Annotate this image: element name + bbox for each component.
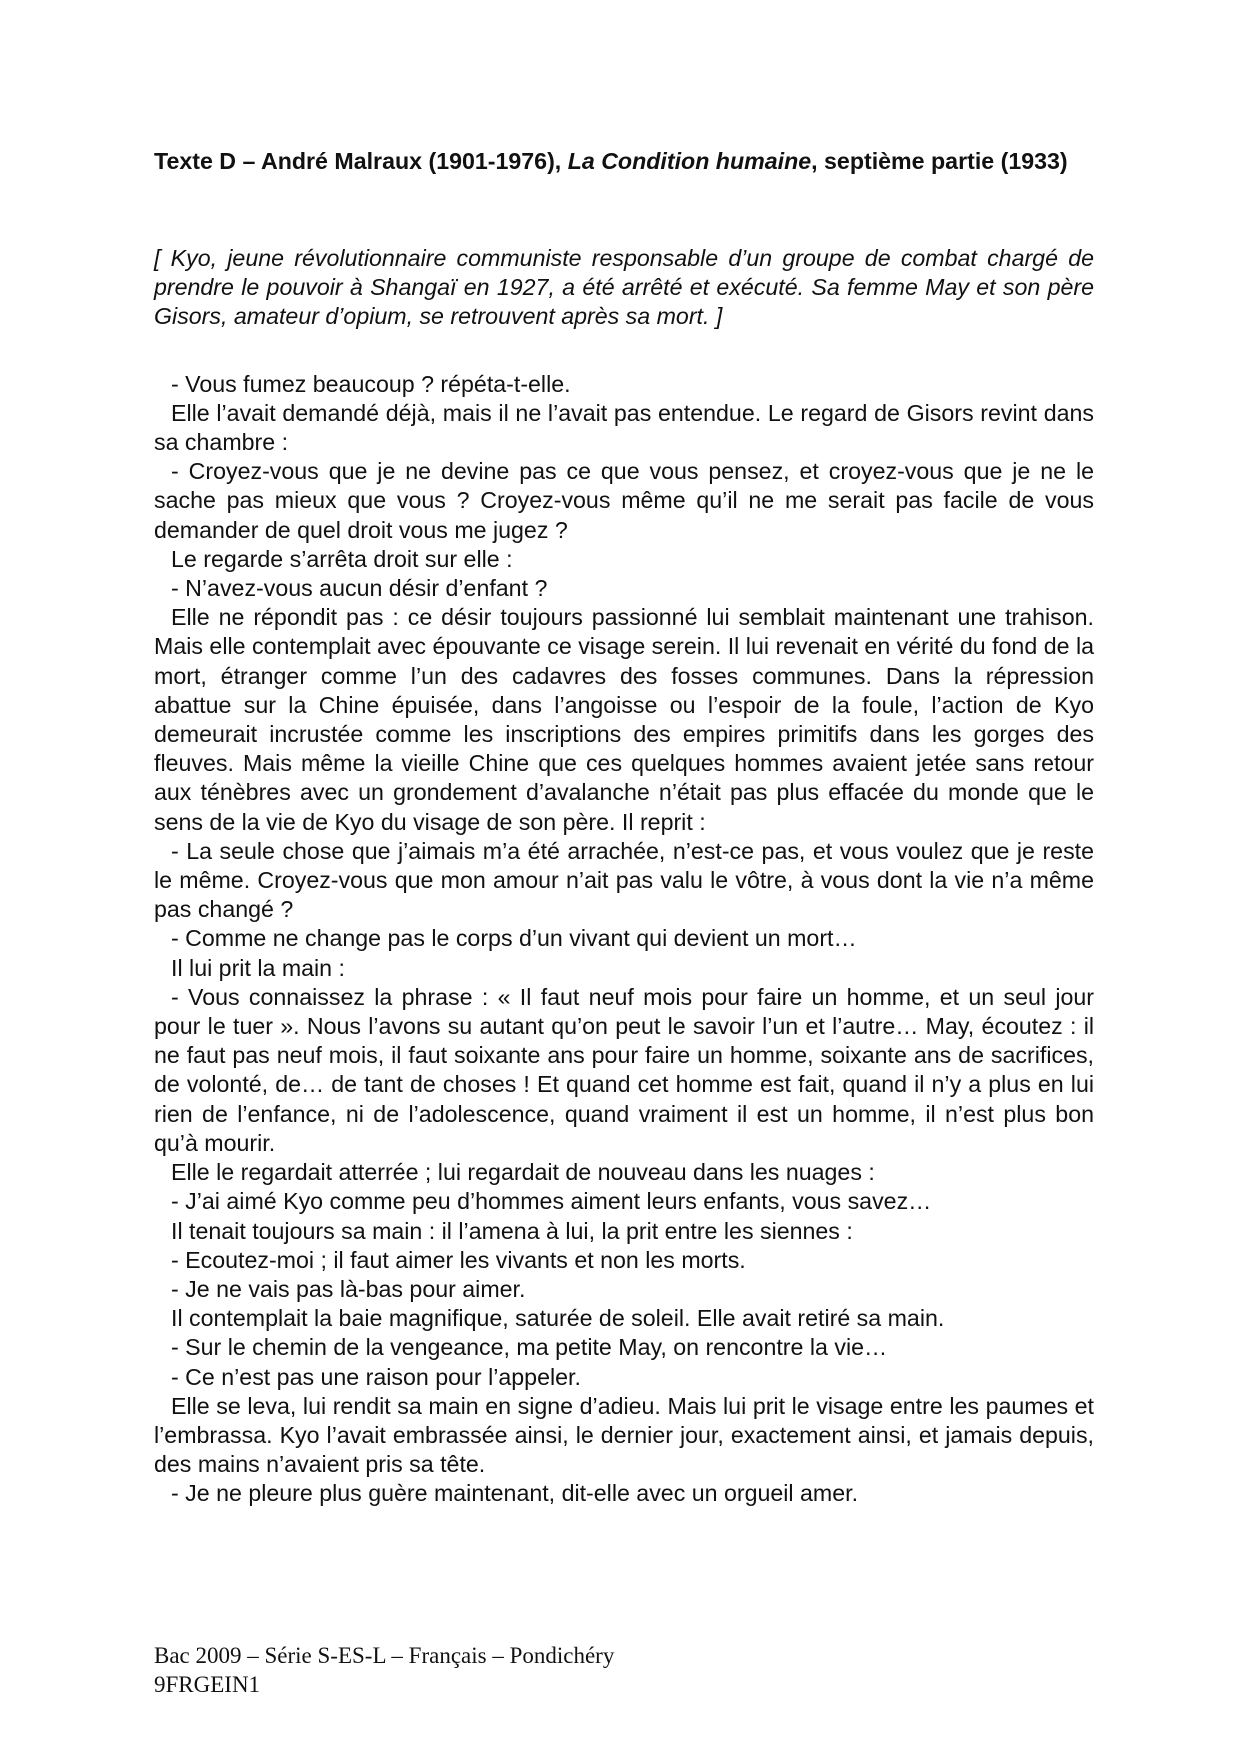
paragraph: - Vous fumez beaucoup ? répéta-t-elle. bbox=[171, 370, 571, 397]
paragraph: - Comme ne change pas le corps d’un vivant qui devient un mort… bbox=[171, 925, 857, 952]
paragraph: Le regarde s’arrêta droit sur elle : bbox=[171, 545, 513, 572]
paragraph: - Je ne vais pas là-bas pour aimer. bbox=[171, 1275, 526, 1302]
paragraph: - La seule chose que j’aimais m’a été arrachée, n’est-ce pas, et vous voulez que je reste le même. Croyez-vous que mon amour n’ait pas valu le vôtre, à vous dont la vie n’a même pas changé ? bbox=[154, 837, 1094, 923]
paragraph: - Ce n’est pas une raison pour l’appeler. bbox=[171, 1363, 581, 1390]
heading-prefix: Texte D – André Malraux (1901-1976), bbox=[154, 148, 568, 174]
paragraph: Elle le regardait atterrée ; lui regardait de nouveau dans les nuages : bbox=[171, 1159, 875, 1186]
intro-context: [ Kyo, jeune révolutionnaire communiste responsable d’un groupe de combat chargé de prendre le pouvoir à Shangaï en 1927, a été arrêté et exécuté. Sa femme May et son père Gisors, amateur d’opium, se retrouvent après sa mort. ] bbox=[154, 245, 1094, 330]
paragraph: - Croyez-vous que je ne devine pas ce que vous pensez, et croyez-vous que je ne le sache pas mieux que vous ? Croyez-vous même qu’il ne me serait pas facile de vous demander de quel droit vous me jugez ? bbox=[154, 458, 1094, 543]
paragraph: Il contemplait la baie magnifique, saturée de soleil. Elle avait retiré sa main. bbox=[171, 1305, 945, 1332]
paragraph: Elle l’avait demandé déjà, mais il ne l’avait pas entendue. Le regard de Gisors revint dans sa chambre : bbox=[154, 399, 1094, 456]
paragraph: Il tenait toujours sa main : il l’amena à lui, la prit entre les siennes : bbox=[171, 1217, 853, 1244]
footer-exam-line: Bac 2009 – Série S-ES-L – Français – Pondichéry bbox=[154, 1643, 615, 1668]
paragraph: Il lui prit la main : bbox=[171, 954, 345, 981]
paragraph: - Je ne pleure plus guère maintenant, dit-elle avec un orgueil amer. bbox=[171, 1480, 859, 1507]
paragraph: - N’avez-vous aucun désir d’enfant ? bbox=[171, 575, 548, 602]
paragraph: - Vous connaissez la phrase : « Il faut neuf mois pour faire un homme, et un seul jour pour le tuer ». Nous l’avons su autant qu’on peut le savoir l’un et l’autre… May, écoutez : il ne faut pas neuf mois, il faut soixante ans pour faire un homme, soixante ans de sacrifices, de volonté, de… de tant de choses ! Et quand cet homme est fait, quand il n’y a plus en lui rien de l’enfance, ni de l’adolescence, quand vraiment il est un homme, il n’est plus bon qu’à mourir. bbox=[154, 983, 1094, 1156]
page-footer bbox=[154, 1641, 614, 1699]
document-page bbox=[154, 146, 1094, 1509]
paragraph: - J’ai aimé Kyo comme peu d’hommes aiment leurs enfants, vous savez… bbox=[171, 1188, 932, 1215]
paragraph: - Ecoutez-moi ; il faut aimer les vivants et non les morts. bbox=[171, 1246, 746, 1273]
excerpt-body bbox=[154, 370, 1094, 1509]
book-title: La Condition humaine bbox=[567, 148, 812, 174]
text-heading bbox=[154, 146, 1094, 176]
heading-suffix: , septième partie (1933) bbox=[811, 148, 1068, 174]
footer-code: 9FRGEIN1 bbox=[154, 1672, 261, 1697]
paragraph: - Sur le chemin de la vengeance, ma petite May, on rencontre la vie… bbox=[171, 1334, 888, 1361]
paragraph: Elle se leva, lui rendit sa main en signe d’adieu. Mais lui prit le visage entre les paumes et l’embrassa. Kyo l’avait embrassée ainsi, le dernier jour, exactement ainsi, et jamais depuis, des mains n’avaient pris sa tête. bbox=[154, 1392, 1094, 1478]
paragraph: Elle ne répondit pas : ce désir toujours passionné lui semblait maintenant une trahison. Mais elle contemplait avec épouvante ce visage serein. Il lui revenait en vérité du fond de la mort, étranger comme l’un des cadavres des fosses communes. Dans la répression abattue sur la Chine épuisée, dans l’angoisse ou l’espoir de la foule, l’action de Kyo demeurait incrustée comme les inscriptions des empires primitifs dans les gorges des fleuves. Mais même la vieille Chine que ces quelques hommes avaient jetée sans retour aux ténèbres avec un grondement d’avalanche n’était pas plus effacée du monde que le sens de la vie de Kyo du visage de son père. Il reprit : bbox=[154, 604, 1094, 835]
